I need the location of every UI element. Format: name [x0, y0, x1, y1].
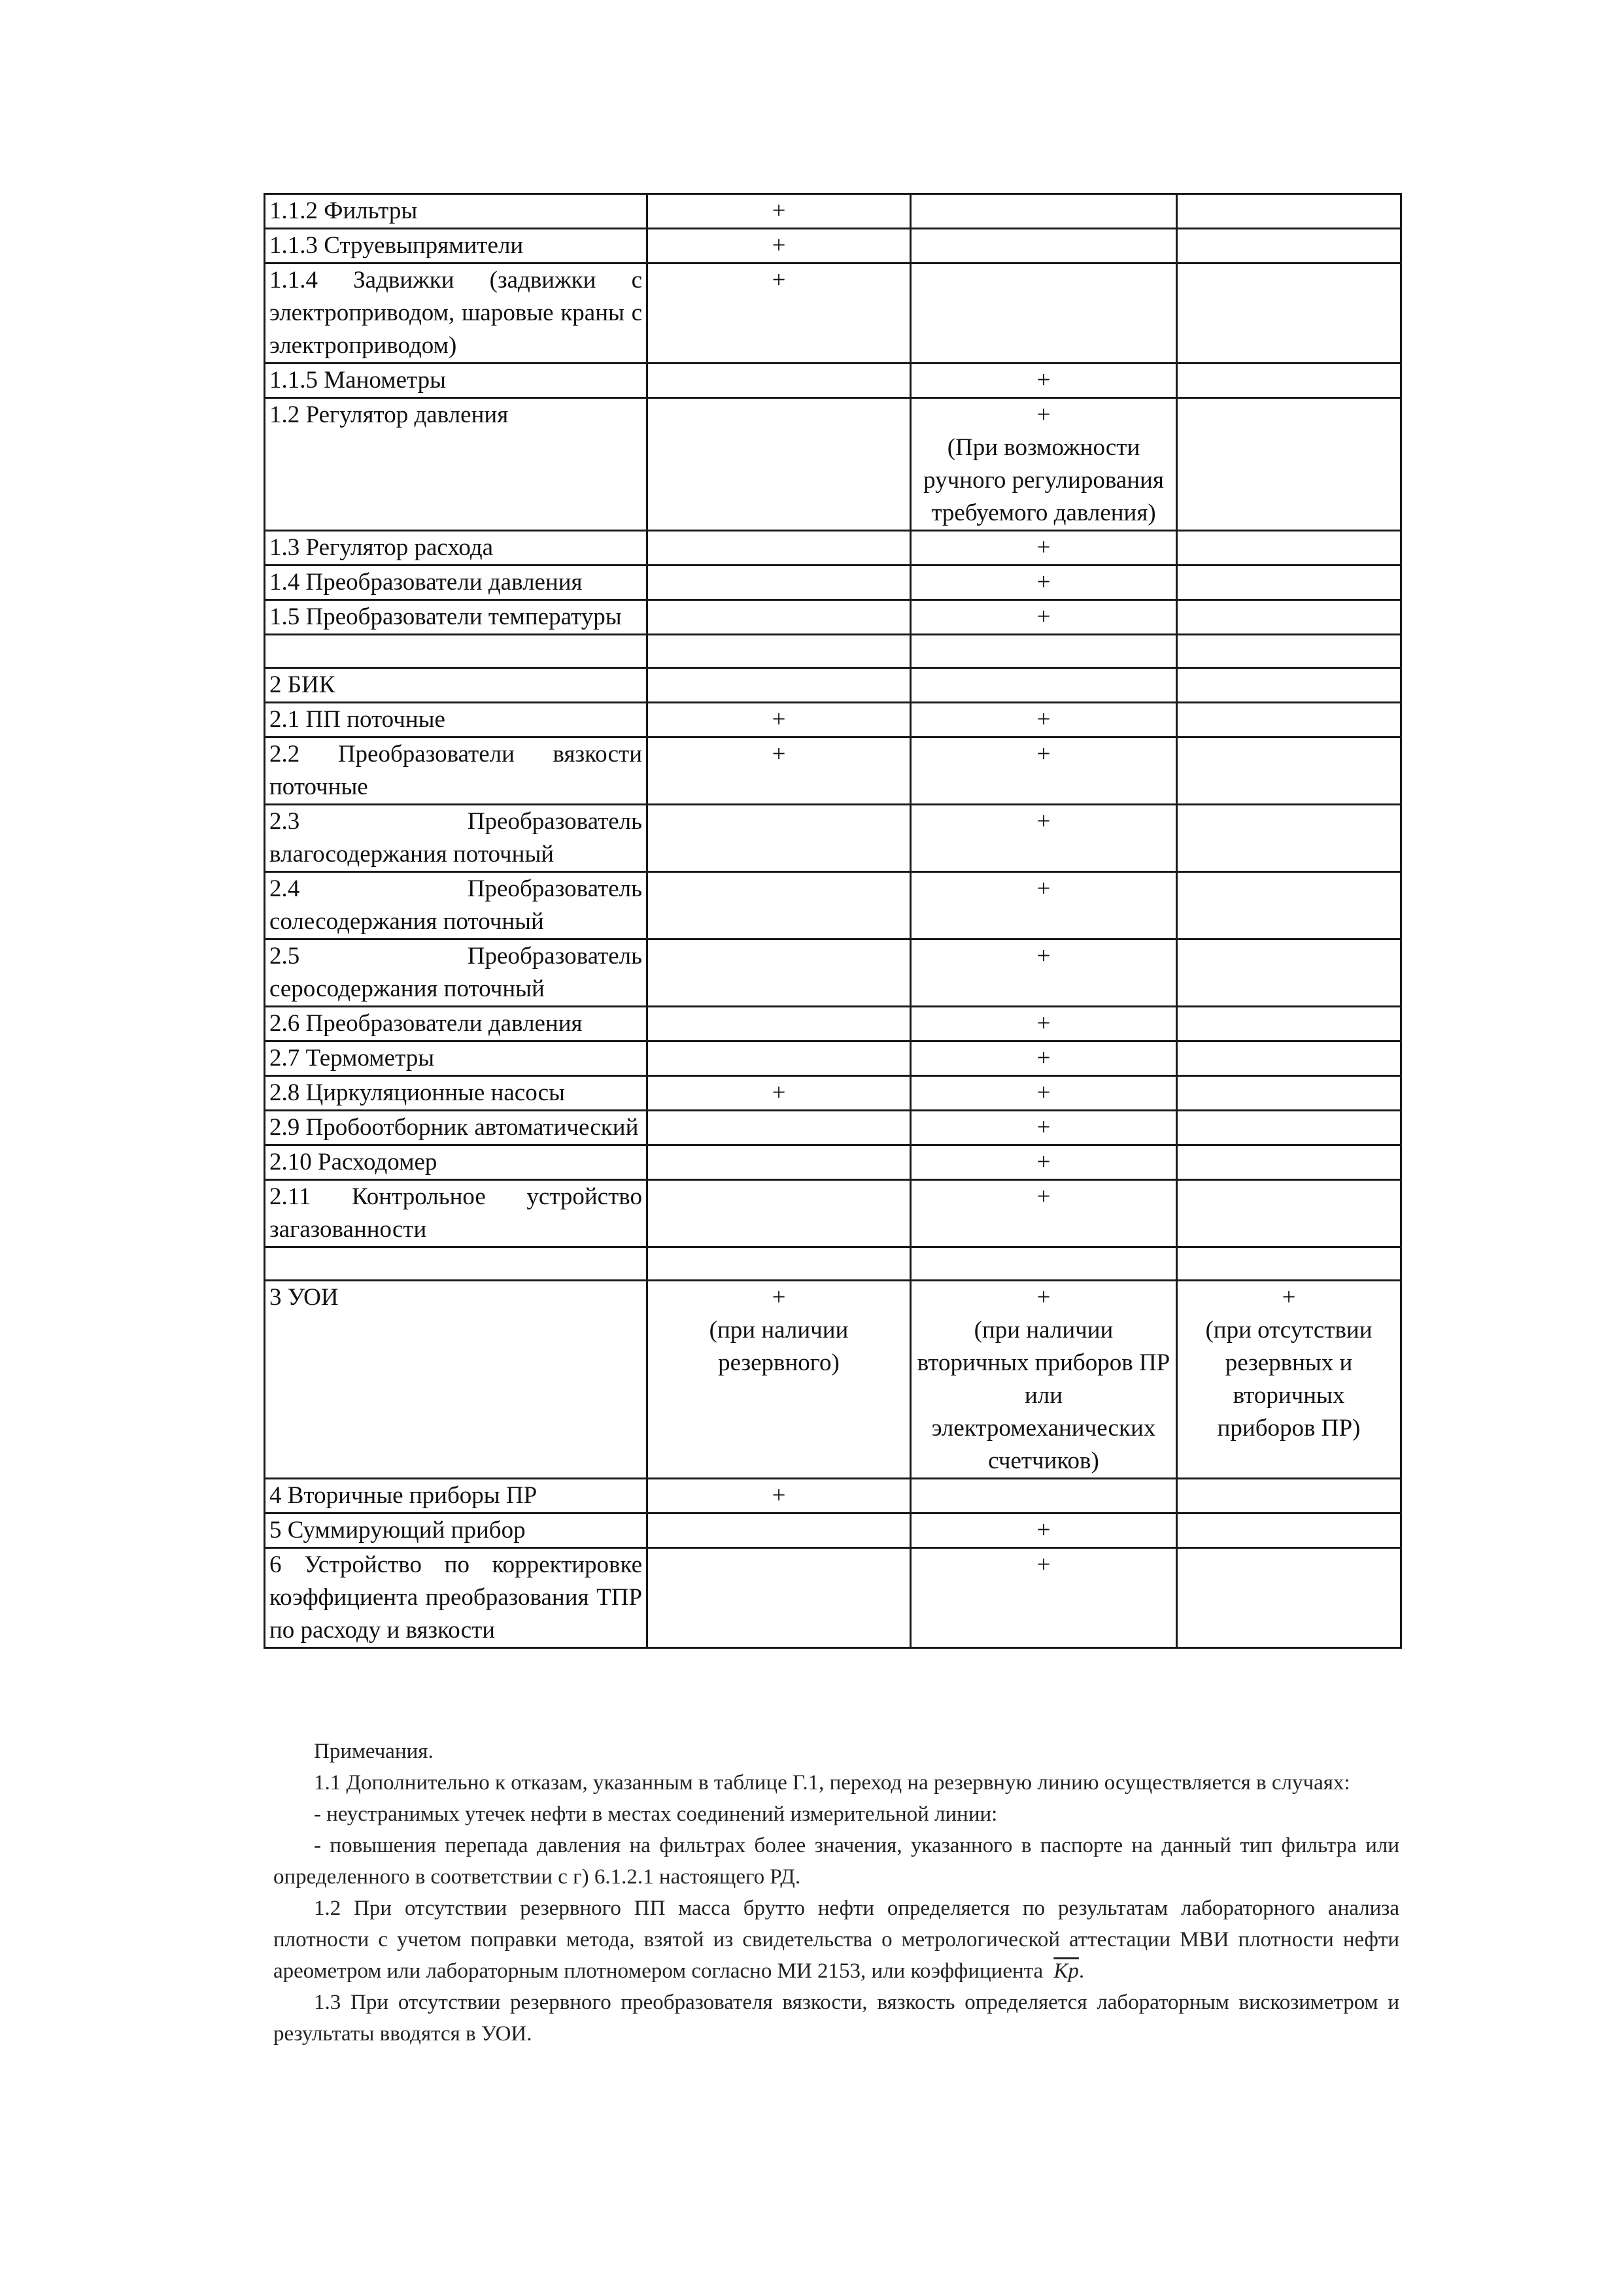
mark-cell-c3: [911, 1281, 1177, 1479]
mark-cell-c3: [911, 805, 1177, 872]
mark-text: +: [1036, 1045, 1051, 1072]
mark-text: +: [1036, 367, 1051, 394]
mark-cell-c2: [647, 1479, 911, 1513]
row-label: 6 Устройство по корректировке коэффициента преобразования ТПР по расходу и вязкости: [269, 1551, 642, 1644]
mark-cell-c4: [1177, 1076, 1401, 1111]
table-row: [265, 1247, 1401, 1281]
row-label: 2 БИК: [269, 671, 335, 698]
row-label-cell: [265, 566, 647, 600]
table-row: [265, 531, 1401, 566]
row-label: 2.3 Преобразователь влагосодержания поточный: [269, 808, 642, 868]
mark-cell-c2: [647, 229, 911, 263]
mark-cell-c3: [911, 1007, 1177, 1041]
mark-text: +: [772, 267, 786, 294]
mark-cell-c2: [647, 263, 911, 363]
mark-text: +: [1036, 808, 1051, 835]
mark-cell-c3: [911, 363, 1177, 398]
table-row: [265, 1513, 1401, 1548]
mark-cell-c2: [647, 1180, 911, 1247]
mark-cell-c3: [911, 531, 1177, 566]
mark-cell-c4: [1177, 531, 1401, 566]
mark-cell-c4: [1177, 737, 1401, 805]
mark-text: +: [1036, 1114, 1051, 1141]
mark-cell-c2: [647, 566, 911, 600]
mark-cell-c4: [1177, 872, 1401, 939]
row-label: 2.6 Преобразователи давления: [269, 1010, 583, 1037]
row-label: 1.1.3 Струевыпрямители: [269, 232, 524, 259]
table-row: [265, 635, 1401, 668]
note-1-3: 1.3 При отсутствии резервного преобразователя вязкости, вязкость определяется лабораторным вискозиметром и результаты вводятся в УОИ.: [273, 1991, 1399, 2046]
table-row: [265, 1180, 1401, 1247]
mark-cell-c4: [1177, 703, 1401, 737]
mark-text: +: [1036, 569, 1051, 596]
mark-text: +: [1036, 1183, 1051, 1210]
row-label-cell: [265, 600, 647, 635]
mark-cell-c2: [647, 363, 911, 398]
mark-cell-c4: [1177, 1513, 1401, 1548]
mark-text: + (при наличии вторичных приборов ПР или электромеханических счетчиков): [917, 1284, 1170, 1474]
mark-cell-c4: [1177, 635, 1401, 668]
mark-cell-c3: [911, 1479, 1177, 1513]
table-row: [265, 737, 1401, 805]
mark-cell-c3: [911, 668, 1177, 703]
mark-cell-c4: [1177, 1247, 1401, 1281]
mark-cell-c2: [647, 600, 911, 635]
mark-cell-c4: [1177, 229, 1401, 263]
table-row: [265, 805, 1401, 872]
mark-cell-c2: [647, 939, 911, 1007]
row-label: 2.10 Расходомер: [269, 1149, 437, 1175]
row-label: 1.1.2 Фильтры: [269, 197, 418, 224]
row-label-cell: [265, 1548, 647, 1648]
mark-cell-c2: [647, 1513, 911, 1548]
row-label-cell: [265, 1281, 647, 1479]
mark-text: +: [1036, 1010, 1051, 1037]
row-label: 2.8 Циркуляционные насосы: [269, 1079, 565, 1106]
table-row: [265, 939, 1401, 1007]
mark-cell-c3: [911, 1513, 1177, 1548]
mark-cell-c4: [1177, 1180, 1401, 1247]
mark-cell-c4: [1177, 1007, 1401, 1041]
mark-cell-c4: [1177, 600, 1401, 635]
mark-cell-c2: [647, 737, 911, 805]
mark-cell-c3: [911, 872, 1177, 939]
kp-symbol: $\overline{Kp}$: [1053, 1959, 1079, 1983]
row-label: 2.4 Преобразователь солесодержания поточный: [269, 875, 642, 935]
row-label: 2.11 Контрольное устройство загазованности: [269, 1183, 642, 1243]
mark-text: +: [1036, 706, 1051, 733]
mark-cell-c2: [647, 805, 911, 872]
row-label-cell: [265, 668, 647, 703]
mark-text: +: [772, 741, 786, 768]
mark-cell-c2: [647, 703, 911, 737]
mark-cell-c4: [1177, 263, 1401, 363]
row-label-cell: [265, 1007, 647, 1041]
mark-cell-c3: [911, 1548, 1177, 1648]
row-label-cell: [265, 703, 647, 737]
table-row: [265, 229, 1401, 263]
row-label: 5 Суммирующий прибор: [269, 1517, 526, 1544]
mark-cell-c3: [911, 263, 1177, 363]
row-label-cell: [265, 1041, 647, 1076]
row-label: 3 УОИ: [269, 1284, 339, 1311]
mark-cell-c3: [911, 1041, 1177, 1076]
mark-cell-c3: [911, 1247, 1177, 1281]
mark-cell-c2: [647, 1041, 911, 1076]
mark-cell-c4: [1177, 939, 1401, 1007]
row-label: 2.1 ПП поточные: [269, 706, 445, 733]
row-label-cell: [265, 398, 647, 531]
mark-cell-c4: [1177, 1111, 1401, 1145]
row-label: 1.2 Регулятор давления: [269, 401, 509, 428]
row-label-cell: [265, 363, 647, 398]
mark-cell-c3: [911, 1145, 1177, 1180]
mark-cell-c3: [911, 1111, 1177, 1145]
mark-cell-c2: [647, 1007, 911, 1041]
table-row: [265, 600, 1401, 635]
equipment-table: [264, 193, 1402, 1649]
mark-cell-c4: [1177, 1041, 1401, 1076]
row-label-cell: [265, 939, 647, 1007]
mark-cell-c3: [911, 939, 1177, 1007]
mark-cell-c4: [1177, 805, 1401, 872]
mark-cell-c4: [1177, 1548, 1401, 1648]
mark-text: + (при отсутствии резервных и вторичных приборов ПР): [1205, 1284, 1373, 1442]
row-label-cell: [265, 635, 647, 668]
mark-cell-c2: [647, 1111, 911, 1145]
mark-cell-c3: [911, 737, 1177, 805]
row-label: 1.1.5 Манометры: [269, 367, 446, 394]
row-label: 2.5 Преобразователь серосодержания поточный: [269, 943, 642, 1002]
mark-cell-c3: [911, 194, 1177, 229]
row-label: 1.5 Преобразователи температуры: [269, 603, 622, 630]
mark-text: + (при наличии резервного): [709, 1284, 849, 1376]
mark-cell-c3: [911, 1076, 1177, 1111]
notes-heading: Примечания.: [314, 1740, 434, 1763]
mark-cell-c4: [1177, 194, 1401, 229]
table-row: [265, 668, 1401, 703]
table-row: [265, 1076, 1401, 1111]
mark-cell-c2: [647, 668, 911, 703]
table-row: [265, 872, 1401, 939]
mark-text: +: [1036, 534, 1051, 561]
note-1-1-item-1: - неустранимых утечек нефти в местах соединений измерительной линии:: [314, 1802, 998, 1826]
mark-cell-c2: [647, 872, 911, 939]
note-1-2-end: .: [1078, 1959, 1085, 1983]
table-row: [265, 1007, 1401, 1041]
row-label: 4 Вторичные приборы ПР: [269, 1482, 537, 1509]
notes-section: [273, 1736, 1399, 2050]
mark-cell-c4: [1177, 566, 1401, 600]
mark-cell-c4: [1177, 398, 1401, 531]
row-label-cell: [265, 805, 647, 872]
row-label: 2.2 Преобразователи вязкости поточные: [269, 741, 642, 800]
mark-cell-c3: [911, 1180, 1177, 1247]
mark-cell-c2: [647, 1145, 911, 1180]
mark-text: +: [1036, 875, 1051, 902]
note-1-2-text: 1.2 При отсутствии резервного ПП масса брутто нефти определяется по результатам лабораторного анализа плотности с учетом поправки метода, взятой из свидетельства о метрологической аттестации МВИ плотности нефти ареометром или лабораторным плотномером согласно МИ 2153, или коэффициента: [273, 1897, 1399, 1983]
row-label: 2.7 Термометры: [269, 1045, 435, 1072]
mark-cell-c4: [1177, 1281, 1401, 1479]
table-row: [265, 1145, 1401, 1180]
row-label: 1.1.4 Задвижки (задвижки с электроприводом, шаровые краны с электроприводом): [269, 267, 642, 359]
table-row: [265, 566, 1401, 600]
row-label-cell: [265, 1111, 647, 1145]
mark-cell-c4: [1177, 668, 1401, 703]
row-label-cell: [265, 1076, 647, 1111]
row-label: 1.4 Преобразователи давления: [269, 569, 583, 596]
mark-text: +: [1036, 1079, 1051, 1106]
mark-cell-c4: [1177, 363, 1401, 398]
mark-cell-c2: [647, 635, 911, 668]
note-1-1: 1.1 Дополнительно к отказам, указанным в таблице Г.1, переход на резервную линию осуществляется в случаях:: [314, 1771, 1350, 1795]
mark-cell-c3: [911, 566, 1177, 600]
mark-cell-c3: [911, 635, 1177, 668]
row-label-cell: [265, 263, 647, 363]
row-label-cell: [265, 1145, 647, 1180]
row-label-cell: [265, 229, 647, 263]
mark-cell-c2: [647, 398, 911, 531]
row-label-cell: [265, 1247, 647, 1281]
note-1-2: [273, 1893, 1399, 1987]
row-label-cell: [265, 737, 647, 805]
table-row: [265, 1111, 1401, 1145]
row-label-cell: [265, 1479, 647, 1513]
row-label-cell: [265, 531, 647, 566]
mark-cell-c2: [647, 1281, 911, 1479]
mark-cell-c3: [911, 600, 1177, 635]
mark-cell-c3: [911, 703, 1177, 737]
table-row: [265, 1281, 1401, 1479]
note-1-1-item-2: - повышения перепада давления на фильтрах более значения, указанного в паспорте на данный тип фильтра или определенного в соответствии с г) 6.1.2.1 настоящего РД.: [273, 1834, 1399, 1889]
mark-text: +: [772, 232, 786, 259]
mark-cell-c2: [647, 1548, 911, 1648]
row-label: 2.9 Пробоотборник автоматический: [269, 1114, 639, 1141]
mark-text: +: [1036, 603, 1051, 630]
mark-cell-c3: [911, 229, 1177, 263]
row-label-cell: [265, 1513, 647, 1548]
mark-text: +: [1036, 1149, 1051, 1175]
table-row: [265, 194, 1401, 229]
table-row: [265, 263, 1401, 363]
mark-text: +: [1036, 1551, 1051, 1578]
mark-text: +: [772, 1079, 786, 1106]
table-row: [265, 363, 1401, 398]
mark-text: +: [772, 706, 786, 733]
equipment-table-body: [265, 194, 1401, 1648]
mark-cell-c2: [647, 1076, 911, 1111]
mark-text: + (При возможности ручного регулирования требуемого давления): [923, 401, 1164, 526]
row-label-cell: [265, 194, 647, 229]
table-row: [265, 398, 1401, 531]
table-row: [265, 1041, 1401, 1076]
row-label: 1.3 Регулятор расхода: [269, 534, 494, 561]
mark-cell-c3: [911, 398, 1177, 531]
mark-text: +: [1036, 1517, 1051, 1544]
table-row: [265, 1548, 1401, 1648]
row-label-cell: [265, 872, 647, 939]
row-label-cell: [265, 1180, 647, 1247]
mark-text: +: [772, 197, 786, 224]
table-row: [265, 703, 1401, 737]
mark-text: +: [1036, 943, 1051, 970]
mark-cell-c2: [647, 194, 911, 229]
table-row: [265, 1479, 1401, 1513]
mark-text: +: [1036, 741, 1051, 768]
mark-text: +: [772, 1482, 786, 1509]
mark-cell-c4: [1177, 1479, 1401, 1513]
mark-cell-c2: [647, 531, 911, 566]
mark-cell-c2: [647, 1247, 911, 1281]
mark-cell-c4: [1177, 1145, 1401, 1180]
